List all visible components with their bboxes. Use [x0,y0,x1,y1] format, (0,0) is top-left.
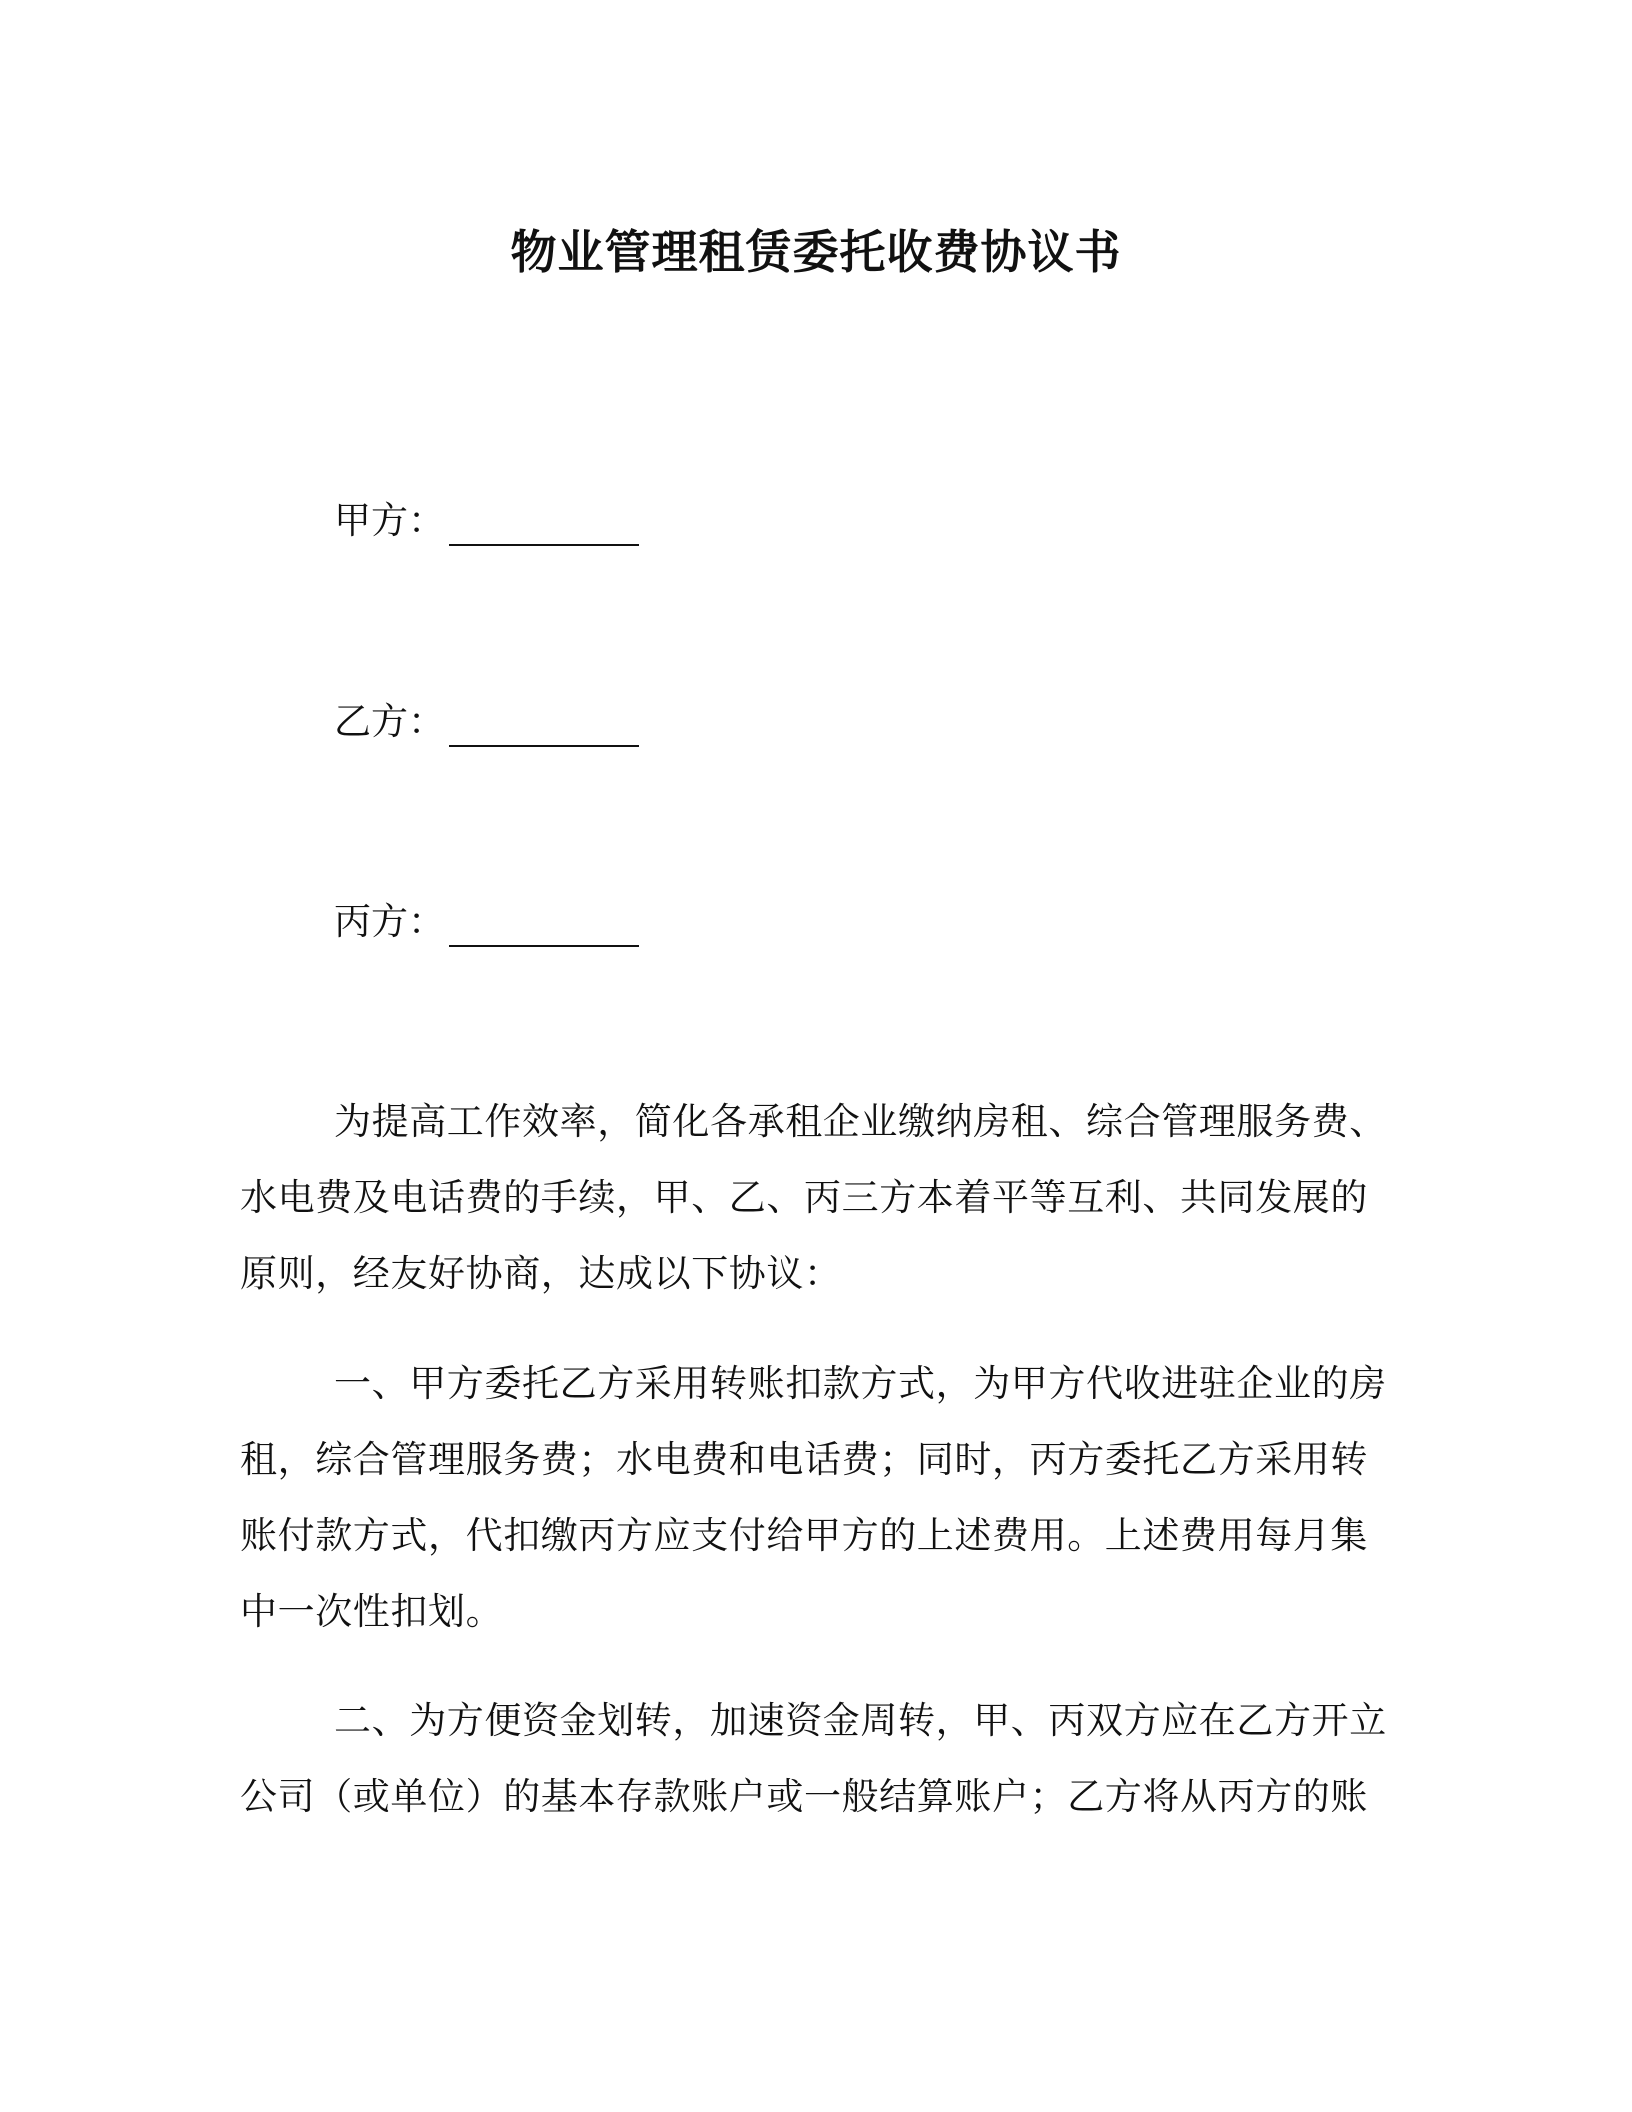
party-a-line [334,496,639,546]
party-a-blank [449,508,639,546]
party-b-blank [449,709,639,747]
document-title: 物业管理租赁委托收费协议书 [510,225,1122,279]
party-b-line [334,697,639,747]
party-b-label: 乙方： [334,700,445,743]
party-c-blank [449,909,639,947]
party-c-label: 丙方： [334,900,445,943]
clause-2-paragraph: 二、为方便资金划转，加速资金周转，甲、丙双方应在乙方开立公司（或单位）的基本存款账户或一般结算账户；乙方将从丙方的账 [240,1699,1387,1818]
clause-1-paragraph: 一、甲方委托乙方采用转账扣款方式，为甲方代收进驻企业的房租，综合管理服务费；水电费和电话费；同时，丙方委托乙方采用转账付款方式，代扣缴丙方应支付给甲方的上述费用。上述费用每月集中一次性扣划。 [240,1362,1387,1633]
party-c-line [334,897,639,947]
intro-paragraph: 为提高工作效率，简化各承租企业缴纳房租、综合管理服务费、水电费及电话费的手续，甲、乙、丙三方本着平等互利、共同发展的原则，经友好协商，达成以下协议： [240,1100,1387,1295]
party-a-label: 甲方： [334,499,445,542]
